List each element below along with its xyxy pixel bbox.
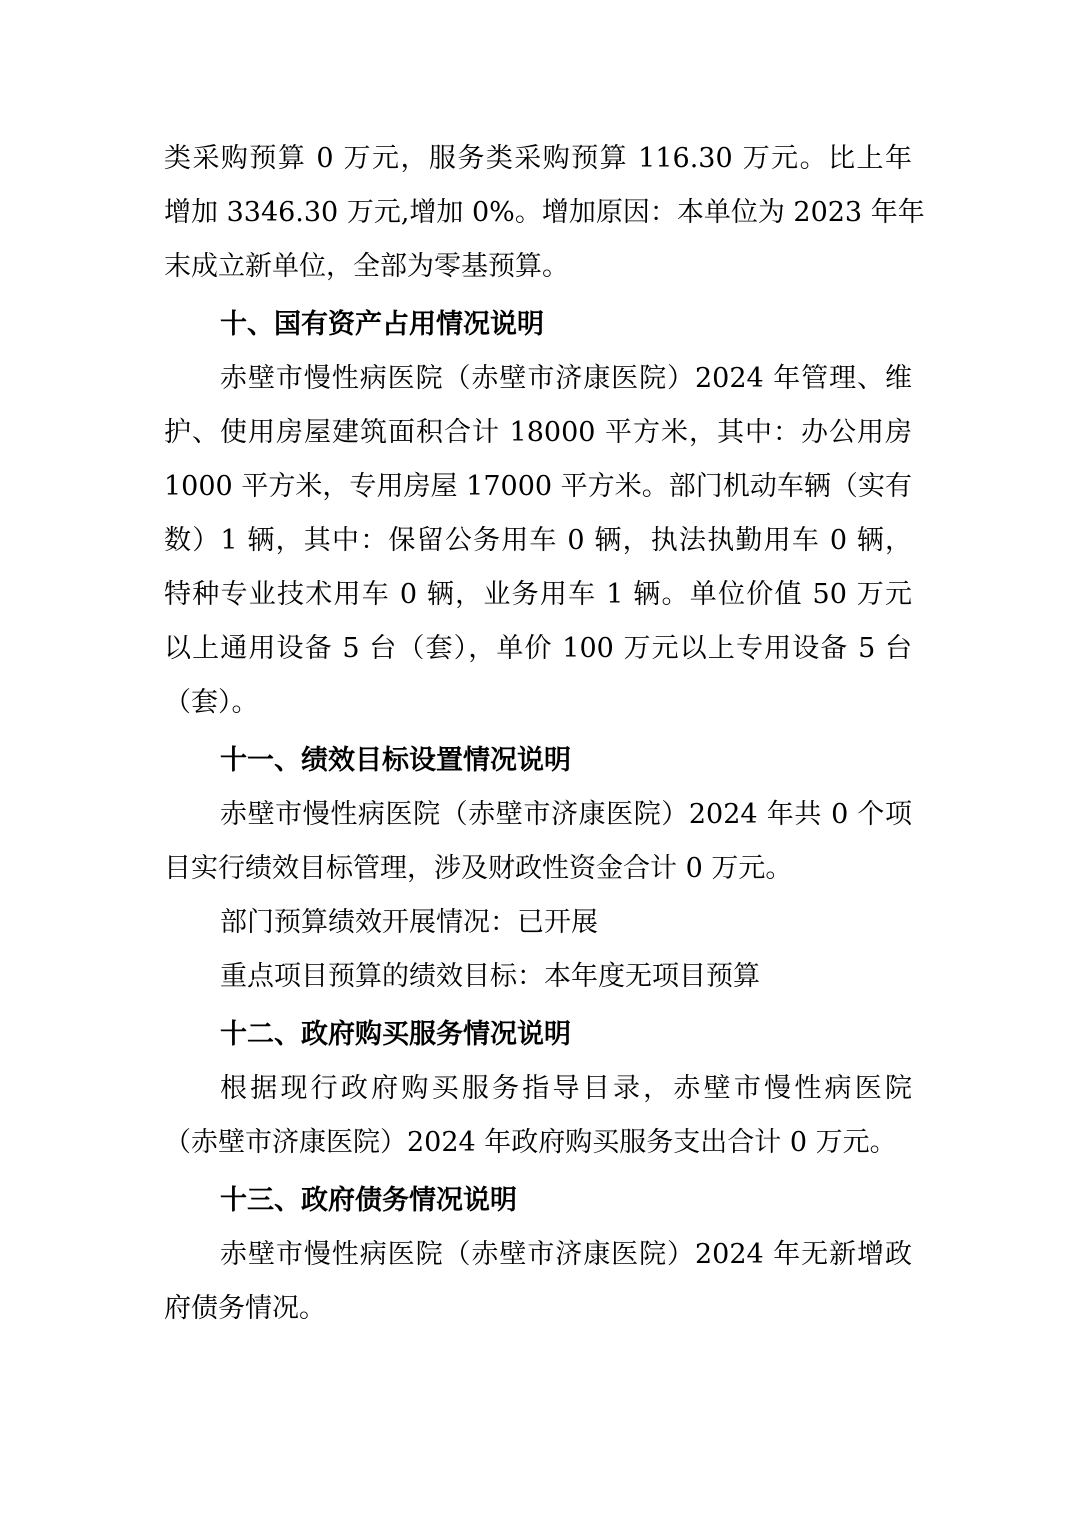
text-line: （套）。 bbox=[164, 687, 259, 718]
text-line: 根据现行政府购买服务指导目录，赤壁市慢性病医院 bbox=[220, 1073, 912, 1104]
section-heading: 十二、政府购买服务情况说明 bbox=[220, 1019, 571, 1050]
text-line: 增加 3346.30 万元,增加 0%。增加原因：本单位为 2023 年年 bbox=[164, 197, 925, 228]
text-line: 末成立新单位，全部为零基预算。 bbox=[164, 251, 569, 282]
section-gov-purchase-services bbox=[164, 1008, 912, 1170]
section-performance-goals bbox=[164, 734, 912, 1004]
section-gov-debt bbox=[164, 1174, 912, 1336]
performance-status-line: 部门预算绩效开展情况：已开展 bbox=[220, 907, 598, 938]
section-heading: 十、国有资产占用情况说明 bbox=[220, 309, 544, 340]
text-line: 赤壁市慢性病医院（赤壁市济康医院）2024 年共 0 个项 bbox=[220, 799, 912, 830]
text-line: 赤壁市慢性病医院（赤壁市济康医院）2024 年无新增政 bbox=[220, 1239, 912, 1270]
text-line: 目实行绩效目标管理，涉及财政性资金合计 0 万元。 bbox=[164, 853, 793, 884]
text-line: 1000 平方米，专用房屋 17000 平方米。部门机动车辆（实有 bbox=[164, 471, 912, 502]
text-line: 特种专业技术用车 0 辆，业务用车 1 辆。单位价值 50 万元 bbox=[164, 579, 912, 610]
text-line: 府债务情况。 bbox=[164, 1293, 326, 1324]
text-line: 数）1 辆，其中：保留公务用车 0 辆，执法执勤用车 0 辆， bbox=[164, 525, 912, 556]
section-state-assets bbox=[164, 298, 912, 730]
text-line: 以上通用设备 5 台（套），单价 100 万元以上专用设备 5 台 bbox=[164, 633, 912, 664]
key-project-target-line: 重点项目预算的绩效目标：本年度无项目预算 bbox=[220, 961, 760, 992]
document-page bbox=[164, 132, 925, 1336]
text-line: （赤壁市济康医院）2024 年政府购买服务支出合计 0 万元。 bbox=[164, 1127, 897, 1158]
text-line: 类采购预算 0 万元，服务类采购预算 116.30 万元。比上年 bbox=[164, 143, 912, 174]
intro-paragraph bbox=[164, 132, 925, 294]
section-heading: 十一、绩效目标设置情况说明 bbox=[220, 745, 571, 776]
text-line: 赤壁市慢性病医院（赤壁市济康医院）2024 年管理、维 bbox=[220, 363, 912, 394]
text-line: 护、使用房屋建筑面积合计 18000 平方米，其中：办公用房 bbox=[164, 417, 912, 448]
section-heading: 十三、政府债务情况说明 bbox=[220, 1185, 517, 1216]
